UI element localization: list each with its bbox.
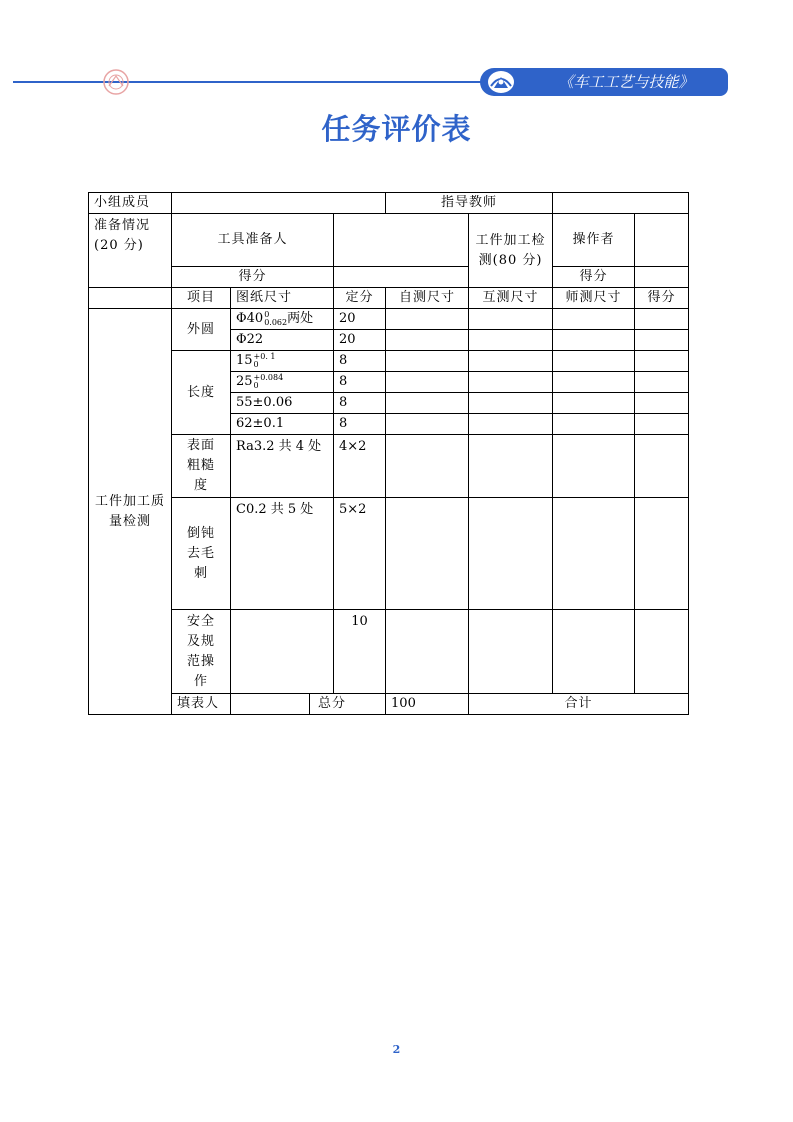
teacher-value[interactable] (553, 193, 689, 214)
peer-measure-cell[interactable] (469, 309, 553, 330)
score-cell[interactable] (635, 498, 689, 610)
table-row (89, 351, 689, 372)
fixed-score-cell: 8 (334, 372, 386, 393)
drawing-dim-cell: 55±0.06 (231, 393, 334, 414)
score-cell[interactable] (635, 610, 689, 694)
fixed-score-cell: 20 (334, 309, 386, 330)
tool-prep-label: 工具准备人 (172, 214, 334, 267)
teacher-measure-cell[interactable] (553, 393, 635, 414)
prep-score-label: 得分 (172, 267, 334, 288)
fixed-score-cell: 5×2 (334, 498, 386, 610)
self-measure-cell[interactable] (386, 393, 469, 414)
header-rule (13, 81, 493, 83)
members-label: 小组成员 (89, 193, 172, 214)
score-cell[interactable] (635, 372, 689, 393)
sum-label: 合计 (469, 694, 689, 715)
filler-value[interactable] (231, 694, 310, 714)
table-row (89, 435, 689, 498)
column-header-row (89, 288, 689, 309)
header-self-measure: 自测尺寸 (386, 288, 469, 309)
drawing-dim-cell: 25 +0.084 0 (231, 372, 334, 393)
page-number: 2 (392, 1043, 401, 1056)
fixed-score-cell: 4×2 (334, 435, 386, 498)
table-row (89, 498, 689, 610)
score-cell[interactable] (635, 351, 689, 372)
members-row (89, 193, 689, 214)
filler-split-cell (231, 694, 386, 715)
inspection-score-label: 得分 (553, 267, 635, 288)
score-cell[interactable] (635, 309, 689, 330)
self-measure-cell[interactable] (386, 435, 469, 498)
evaluation-table (88, 192, 689, 715)
book-title: 《车工工艺与技能》 (558, 73, 694, 91)
prep-row (89, 214, 689, 267)
drawing-dim-cell: C0.2 共 5 处 (231, 498, 334, 610)
self-measure-cell[interactable] (386, 309, 469, 330)
drawing-dim-cell: Ra3.2 共 4 处 (231, 435, 334, 498)
total-value: 100 (386, 694, 469, 715)
operator-value[interactable] (635, 214, 689, 267)
score-cell[interactable] (635, 435, 689, 498)
item-chamfer-deburr: 倒钝去毛刺 (172, 498, 231, 610)
fixed-score-cell: 8 (334, 351, 386, 372)
score-cell[interactable] (635, 414, 689, 435)
fixed-score-cell: 20 (334, 330, 386, 351)
teacher-measure-cell[interactable] (553, 498, 635, 610)
self-measure-cell[interactable] (386, 330, 469, 351)
prep-label: 准备情况(20 分) (89, 214, 172, 288)
header-peer-measure: 互测尺寸 (469, 288, 553, 309)
filler-label: 填表人 (172, 694, 231, 715)
table-row (89, 610, 689, 694)
teacher-measure-cell[interactable] (553, 309, 635, 330)
self-measure-cell[interactable] (386, 610, 469, 694)
drawing-dim-cell (231, 610, 334, 694)
category-label: 工件加工质量检测 (89, 309, 172, 715)
peer-measure-cell[interactable] (469, 351, 553, 372)
peer-measure-cell[interactable] (469, 498, 553, 610)
peer-measure-cell[interactable] (469, 393, 553, 414)
item-outer-diameter: 外圆 (172, 309, 231, 351)
peer-measure-cell[interactable] (469, 372, 553, 393)
header-teacher-measure: 师测尺寸 (553, 288, 635, 309)
fixed-score-cell: 10 (334, 610, 386, 694)
drawing-dim-cell: Φ22 (231, 330, 334, 351)
drawing-dim-cell: Φ40 0 0.062 两处 (231, 309, 334, 330)
self-measure-cell[interactable] (386, 498, 469, 610)
teacher-measure-cell[interactable] (553, 414, 635, 435)
item-surface-roughness: 表面粗糙度 (172, 435, 231, 498)
header-drawing-dim: 图纸尺寸 (231, 288, 334, 309)
header-score: 得分 (635, 288, 689, 309)
peer-measure-cell[interactable] (469, 610, 553, 694)
total-label: 总分 (318, 696, 347, 711)
page-title: 任务评价表 (321, 112, 472, 146)
self-measure-cell[interactable] (386, 372, 469, 393)
header-item: 项目 (172, 288, 231, 309)
peer-measure-cell[interactable] (469, 330, 553, 351)
drawing-dim-cell: 62±0.1 (231, 414, 334, 435)
item-length: 长度 (172, 351, 231, 435)
fixed-score-cell: 8 (334, 414, 386, 435)
teacher-measure-cell[interactable] (553, 330, 635, 351)
teacher-measure-cell[interactable] (553, 435, 635, 498)
inspection-score-value[interactable] (635, 267, 689, 288)
teacher-measure-cell[interactable] (553, 372, 635, 393)
header-fixed-score: 定分 (334, 288, 386, 309)
prep-score-value[interactable] (334, 267, 469, 288)
prep-score-row (89, 267, 689, 288)
peer-measure-cell[interactable] (469, 414, 553, 435)
drawing-dim-cell: 15 +0. 1 0 (231, 351, 334, 372)
operator-label: 操作者 (553, 214, 635, 267)
peer-measure-cell[interactable] (469, 435, 553, 498)
self-measure-cell[interactable] (386, 414, 469, 435)
inspection-label: 工件加工检测(80 分) (469, 214, 553, 288)
seal-logo (101, 68, 131, 96)
header-blank (89, 288, 172, 309)
teacher-label: 指导教师 (386, 193, 553, 214)
score-cell[interactable] (635, 330, 689, 351)
publisher-logo (486, 70, 516, 94)
score-cell[interactable] (635, 393, 689, 414)
members-value[interactable] (172, 193, 386, 214)
self-measure-cell[interactable] (386, 351, 469, 372)
teacher-measure-cell[interactable] (553, 351, 635, 372)
tool-prep-value[interactable] (334, 214, 469, 267)
table-row (89, 309, 689, 330)
teacher-measure-cell[interactable] (553, 610, 635, 694)
footer-row (89, 694, 689, 715)
item-safety: 安全及规范操作 (172, 610, 231, 694)
fixed-score-cell: 8 (334, 393, 386, 414)
